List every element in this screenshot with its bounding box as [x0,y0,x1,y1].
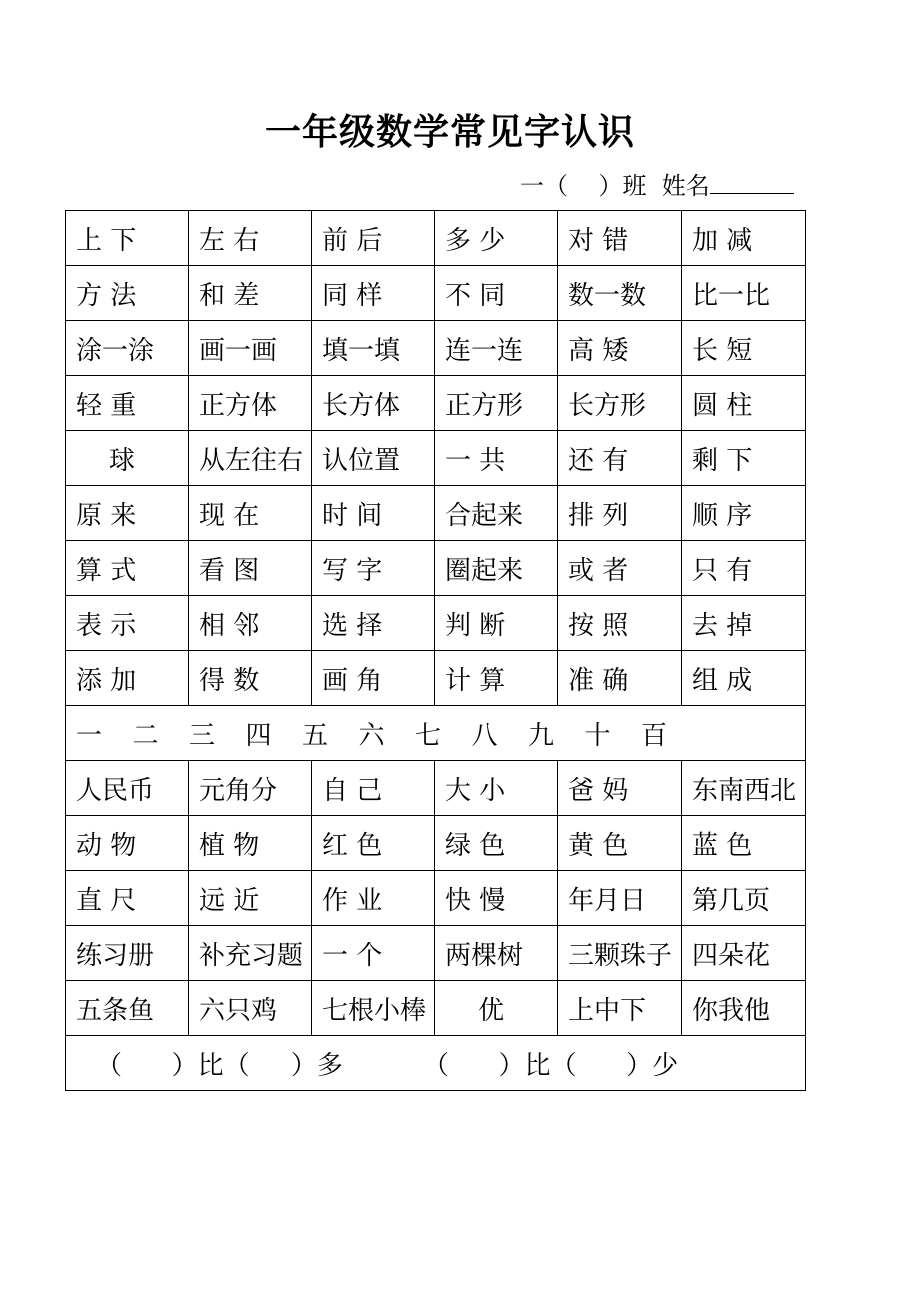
comparison-row [66,1036,806,1091]
table-row [66,431,806,486]
word-cell: 认位置 [312,431,435,486]
word-cell: 长方形 [558,376,682,431]
word-cell: 多 少 [435,211,558,266]
word-cell: 圈起来 [435,541,558,596]
word-cell: 看 图 [189,541,312,596]
word-cell: 人民币 [66,761,189,816]
word-cell: 只 有 [682,541,806,596]
word-cell: 补充习题 [189,926,312,981]
word-cell: 排 列 [558,486,682,541]
word-cell: 两棵树 [435,926,558,981]
word-cell: 七根小棒 [312,981,435,1036]
table-row [66,596,806,651]
word-cell: 上 下 [66,211,189,266]
word-cell: 高 矮 [558,321,682,376]
word-cell: 你我他 [682,981,806,1036]
word-cell: 组 成 [682,651,806,706]
word-cell: 长 短 [682,321,806,376]
word-cell: 涂一涂 [66,321,189,376]
word-cell: 数一数 [558,266,682,321]
word-cell: 不 同 [435,266,558,321]
table-row [66,211,806,266]
word-cell: 得 数 [189,651,312,706]
word-cell: 六只鸡 [189,981,312,1036]
word-cell: 准 确 [558,651,682,706]
word-cell: 植 物 [189,816,312,871]
word-cell: 圆 柱 [682,376,806,431]
word-cell: 快 慢 [435,871,558,926]
numeral: 四 [245,720,272,751]
table-row [66,321,806,376]
word-cell: 画一画 [189,321,312,376]
word-cell: 动 物 [66,816,189,871]
word-cell: 表 示 [66,596,189,651]
word-cell: 年月日 [558,871,682,926]
word-cell: 上中下 [558,981,682,1036]
numeral: 一 [76,720,103,751]
word-cell: 元角分 [189,761,312,816]
word-cell: 从左往右 [189,431,312,486]
word-cell: 方 法 [66,266,189,321]
word-cell: 直 尺 [66,871,189,926]
word-cell: 添 加 [66,651,189,706]
word-cell: 现 在 [189,486,312,541]
comparison-cell [66,1036,806,1091]
word-cell: 大 小 [435,761,558,816]
word-cell: 正方体 [189,376,312,431]
page-title: 一年级数学常见字认识 [264,112,635,153]
word-cell: 对 错 [558,211,682,266]
numerals-row [66,706,806,761]
word-cell: 还 有 [558,431,682,486]
word-cell: 写 字 [312,541,435,596]
word-cell: 五条鱼 [66,981,189,1036]
word-cell: 判 断 [435,596,558,651]
word-cell: 蓝 色 [682,816,806,871]
vocabulary-table [65,210,806,1091]
word-cell: 画 角 [312,651,435,706]
word-cell: 东南西北 [682,761,806,816]
word-cell: 爸 妈 [558,761,682,816]
word-cell: 优 [435,981,558,1036]
class-name-line [520,166,794,201]
table-row [66,926,806,981]
word-cell: 左 右 [189,211,312,266]
word-cell: 三颗珠子 [558,926,682,981]
word-cell: 远 近 [189,871,312,926]
table-row [66,486,806,541]
word-cell: 选 择 [312,596,435,651]
word-cell: 球 [66,431,189,486]
word-cell: 轻 重 [66,376,189,431]
word-cell: 作 业 [312,871,435,926]
word-cell: 前 后 [312,211,435,266]
numeral: 百 [641,720,668,751]
table-row [66,541,806,596]
table-row [66,871,806,926]
word-cell: 剩 下 [682,431,806,486]
numeral: 二 [132,720,159,751]
table-row [66,651,806,706]
table-row [66,761,806,816]
word-cell: 原 来 [66,486,189,541]
name-blank[interactable] [710,171,794,194]
word-cell: 四朵花 [682,926,806,981]
word-cell: 合起来 [435,486,558,541]
word-cell: 红 色 [312,816,435,871]
table-row [66,816,806,871]
word-cell: 长方体 [312,376,435,431]
word-cell: 黄 色 [558,816,682,871]
word-cell: 顺 序 [682,486,806,541]
word-cell: 同 样 [312,266,435,321]
word-cell: 填一填 [312,321,435,376]
class-name-label: 一（ ）班 姓名 [520,172,710,200]
word-cell: 第几页 [682,871,806,926]
word-cell: 绿 色 [435,816,558,871]
numeral: 三 [189,720,216,751]
table-row [66,981,806,1036]
numeral: 六 [358,720,385,751]
table-row [66,376,806,431]
word-cell: 加 减 [682,211,806,266]
word-cell: 正方形 [435,376,558,431]
word-cell: 算 式 [66,541,189,596]
word-cell: 去 掉 [682,596,806,651]
comparison-more: （ ）比（ ）多 [96,1050,343,1081]
word-cell: 按 照 [558,596,682,651]
numeral: 七 [415,720,442,751]
word-cell: 一 共 [435,431,558,486]
numeral: 五 [302,720,329,751]
word-cell: 时 间 [312,486,435,541]
numeral: 九 [528,720,555,751]
numeral: 十 [584,720,611,751]
word-cell: 练习册 [66,926,189,981]
numerals-cell [66,706,806,761]
word-cell: 一 个 [312,926,435,981]
word-cell: 计 算 [435,651,558,706]
word-cell: 或 者 [558,541,682,596]
comparison-less: （ ）比（ ）少 [422,1050,679,1081]
word-cell: 相 邻 [189,596,312,651]
word-cell: 和 差 [189,266,312,321]
word-cell: 自 己 [312,761,435,816]
table-row [66,266,806,321]
word-cell: 比一比 [682,266,806,321]
numeral: 八 [471,720,498,751]
word-cell: 连一连 [435,321,558,376]
